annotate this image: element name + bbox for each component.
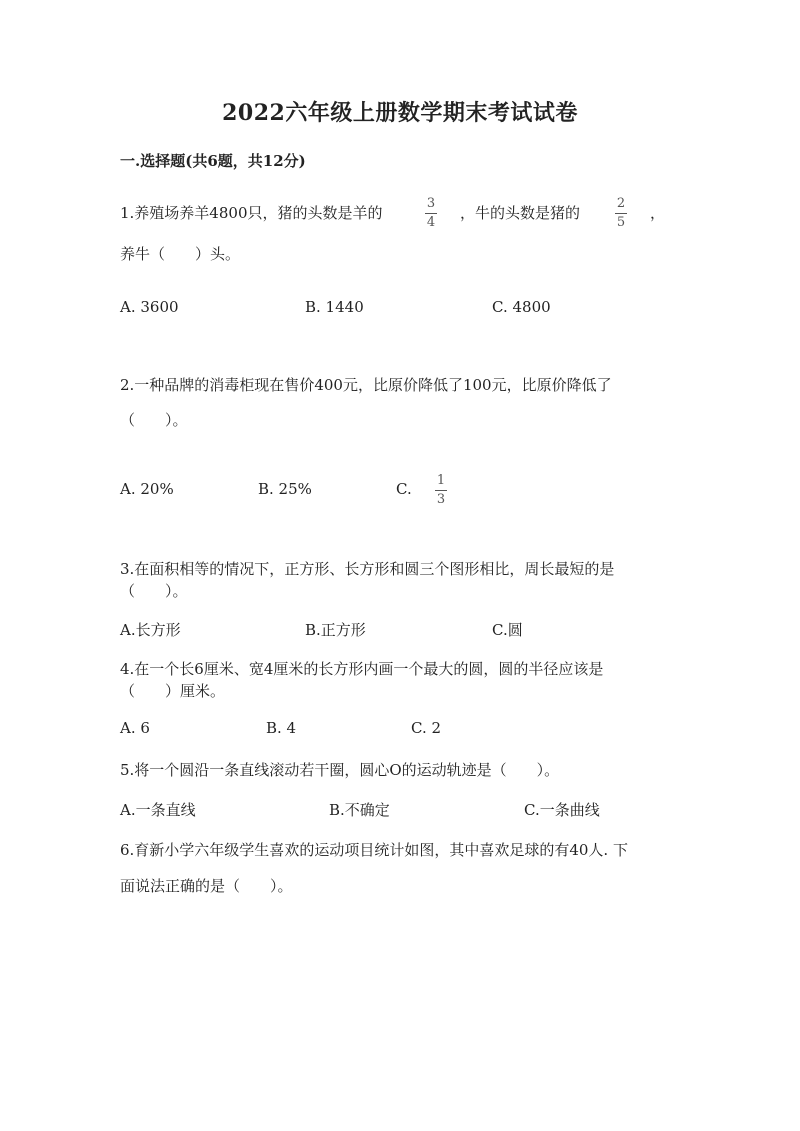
fraction-denominator: 4 — [426, 215, 436, 230]
question-4-option-b[interactable]: B. 4 — [266, 719, 297, 737]
question-3-option-a[interactable]: A.长方形 — [120, 621, 181, 639]
fraction-denominator: 3 — [436, 492, 446, 507]
question-5-option-b[interactable]: B.不确定 — [329, 801, 390, 819]
question-1-option-c[interactable]: C. 4800 — [492, 298, 551, 316]
question-3-option-c[interactable]: C.圆 — [492, 621, 523, 639]
question-1-text-part1: 1.养殖场养羊4800只，猪的头数是羊的 — [120, 204, 383, 222]
question-1-option-b[interactable]: B. 1440 — [305, 298, 364, 316]
question-4-option-c[interactable]: C. 2 — [411, 719, 442, 737]
question-2-option-c[interactable]: C. — [396, 480, 412, 498]
question-5-option-a[interactable]: A.一条直线 — [120, 801, 196, 819]
question-1-text-part2: ，牛的头数是猪的 — [460, 204, 581, 222]
fraction-numerator: 2 — [616, 196, 626, 211]
question-2-option-b[interactable]: B. 25% — [258, 480, 312, 498]
question-6-text-line2: 面说法正确的是（ ）。 — [120, 877, 293, 895]
question-2-text-line1: 2.一种品牌的消毒柜现在售价400元，比原价降低了100元，比原价降低了 — [120, 376, 612, 394]
fraction-1-3 — [435, 473, 447, 508]
fraction-denominator: 5 — [616, 215, 626, 230]
question-5-option-c[interactable]: C.一条曲线 — [524, 801, 600, 819]
fraction-numerator: 1 — [436, 473, 446, 488]
question-5-text-line1: 5.将一个圆沿一条直线滚动若干圈，圆心O的运动轨迹是（ ）。 — [120, 761, 560, 779]
fraction-3-4 — [425, 196, 437, 231]
question-2-text-line2: （ ）。 — [120, 411, 188, 429]
page-title: 2022六年级上册数学期末考试试卷 — [222, 100, 578, 126]
question-2-option-a[interactable]: A. 20% — [120, 480, 174, 498]
question-3-text-line2: （ ）。 — [120, 582, 188, 600]
question-4-text-line1: 4.在一个长6厘米、宽4厘米的长方形内画一个最大的圆，圆的半径应该是 — [120, 660, 604, 678]
fraction-2-5 — [615, 196, 627, 231]
question-4-option-a[interactable]: A. 6 — [120, 719, 150, 737]
question-1-text-line2: 养牛（ ）头。 — [120, 245, 241, 263]
fraction-numerator: 3 — [426, 196, 436, 211]
fraction-bar — [435, 490, 447, 491]
section-heading: 一.选择题(共6题，共12分) — [120, 152, 306, 170]
question-3-text-line1: 3.在面积相等的情况下，正方形、长方形和圆三个图形相比，周长最短的是 — [120, 560, 615, 578]
question-4-text-line2: （ ）厘米。 — [120, 682, 226, 700]
fraction-bar — [615, 213, 627, 214]
question-1-text-part3: ， — [650, 204, 666, 222]
question-6-text-line1: 6.育新小学六年级学生喜欢的运动项目统计如图，其中喜欢足球的有40人. 下 — [120, 841, 628, 859]
question-3-option-b[interactable]: B.正方形 — [305, 621, 366, 639]
fraction-bar — [425, 213, 437, 214]
question-1-option-a[interactable]: A. 3600 — [120, 298, 179, 316]
